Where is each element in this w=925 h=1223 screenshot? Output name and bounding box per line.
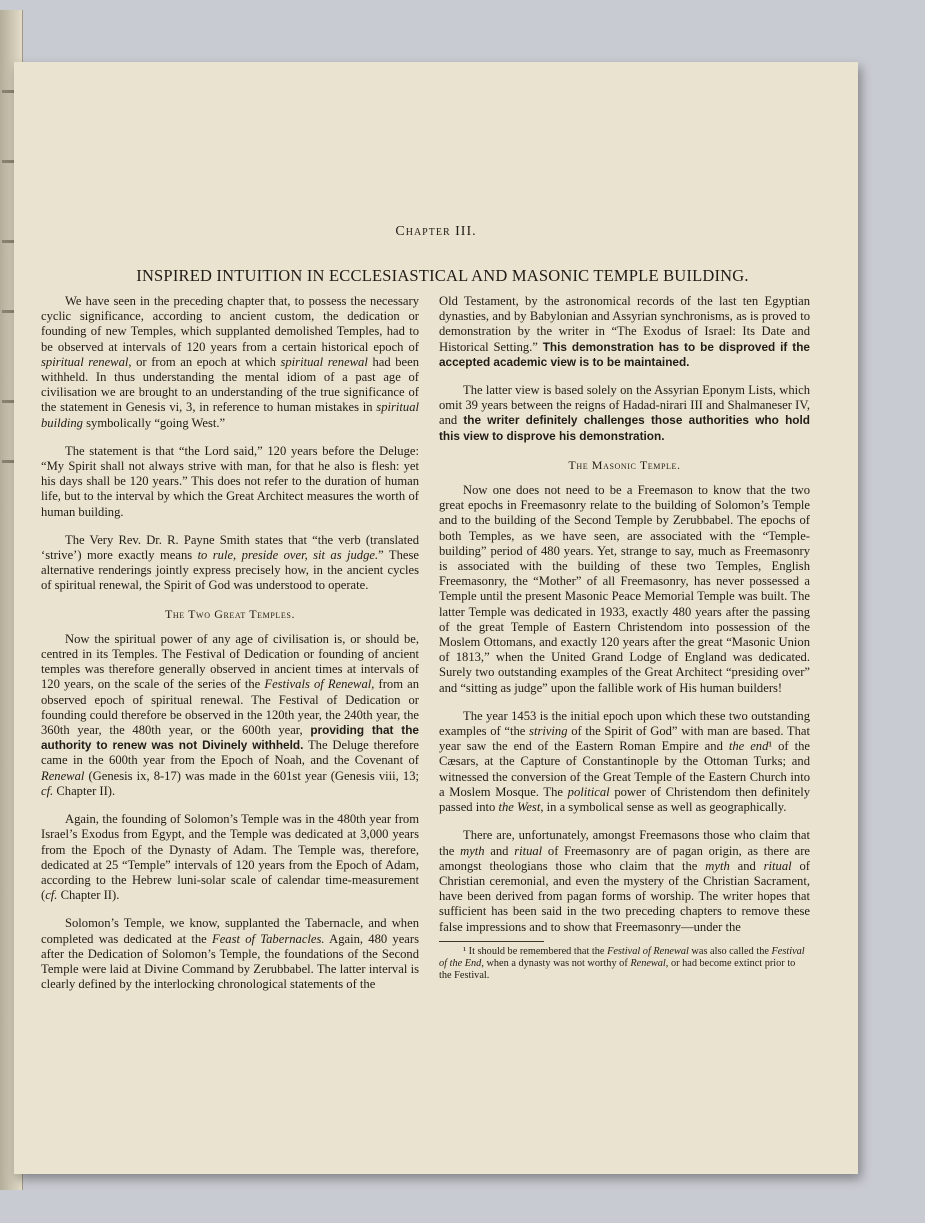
left-column — [41, 294, 419, 1005]
text-run: (Genesis ix, 8-17) was made in the 601st year (Genesis viii, 13; — [84, 768, 419, 783]
text-run: the end — [728, 739, 769, 754]
text-run: The statement is that “the Lord said,” 120 years before the Deluge: “My Spirit shall not always strive with man, for that he also is flesh: yet his days shall be 120 years.” This does not refer to the duration of human life, but to the interval by which the Great Architect measures the worth of human building. — [41, 443, 419, 519]
text-run: Solomon’s Temple, we know, supplanted the Tabernacle, and when completed was dedicated at the — [41, 916, 419, 946]
text-run: Festival of the End — [439, 945, 805, 969]
text-run: This demonstration has to be disproved if the accepted academic view is to be maintained. — [439, 339, 810, 369]
paragraph — [439, 709, 810, 815]
text-run: Again, 480 years after the Dedication of Solomon’s Temple, the foundations of the Second Temple were laid at Divine Command by Zerubbabel. The latter interval is clearly defined by the interlocking chronological statements of the — [41, 931, 419, 992]
text-run: Festivals of Renewal — [264, 677, 372, 692]
text-run: , when a dynasty was not worthy of — [481, 957, 631, 969]
text-run: Old Testament, by the astronomical records of the last ten Egyptian dynasties, and by Babylonian and Assyrian synchronisms, as is proved to demonstration by the writer in “The Exodus of Israel: Its Date and Historical Setting.” — [439, 294, 810, 354]
text-run: was also called the — [688, 945, 772, 957]
text-run: spiritual renewal — [41, 354, 129, 369]
text-run: Chapter II). — [53, 783, 116, 798]
text-run: myth — [460, 843, 485, 858]
text-run: Now one does not need to be a Freemason to know that the two great epochs in Freemasonry relate to the building of Solomon’s Temple and to the building of the Second Temple by Zerubbabel. The epochs of both Temples, as we have seen, are associated with the “Temple-building” period of 480 years. Yet, strange to say, much as Freemasonry is associated with the building of these two Temples, English Freemasonry, the “Mother” of all Freemasonry, has never possessed a Temple until the present Masonic Peace Memorial Temple was built. The latter Temple was dedicated in 1933, exactly 480 years after the passing of the great Temple of Eastern Christendom into possession of the Moslem Ottomans, and exactly 120 years after the great “Masonic Union of 1813,” when the United Grand Lodge of England was dedicated. Surely two outstanding examples of the Great Architect “presiding over” and “sitting as judge” upon the fallible work of His human builders! — [439, 483, 810, 695]
text-run: symbolically “going West.” — [82, 415, 226, 430]
footnote-divider — [439, 941, 544, 942]
text-run: The Deluge therefore came in the 600th year from the Epoch of Noah, and the Covenant of — [41, 738, 420, 768]
text-run: of Christian ceremonial, and even the mystery of the Christian Sacrament, have been derived from pagan forms of worship. The writer hopes that sufficient has been said in the two preceding chapters to remove these false impressions and to show that Freemasonry—under the — [439, 858, 811, 934]
text-run: political — [567, 784, 610, 799]
text-run: The year 1453 is the initial epoch upon which these two outstanding examples of “the — [439, 708, 810, 739]
paragraph — [41, 632, 419, 799]
text-run: cf. — [41, 783, 54, 798]
text-run: , or from an epoch at which — [128, 354, 281, 369]
text-run: The latter view is based solely on the Assyrian Eponym Lists, which omit 39 years between the reigns of Hadad-nirari III and Shalmaneser IV, and — [439, 383, 810, 428]
text-run: myth — [705, 858, 730, 873]
text-run: spiritual renewal — [280, 354, 368, 369]
text-run: Chapter II). — [57, 888, 120, 903]
paragraph — [41, 812, 419, 903]
text-run: the West — [498, 800, 541, 815]
text-run: of the Spirit of God” with man are based. That year saw the end of the Eastern Roman Empire and — [439, 724, 810, 754]
text-run: The Very Rev. Dr. R. Payne Smith states that “the verb (translated ‘strive’) more exactly means — [41, 532, 419, 563]
text-run: ” These alternative renderings jointly express precisely how, in the ancient cycles of spiritual renewal, the Spirit of God was understood to operate. — [41, 548, 419, 593]
chapter-label: Chapter III. — [395, 224, 477, 239]
paragraph — [439, 383, 810, 444]
text-run: the writer definitely challenges those authorities who hold this view to disprove his demonstration. — [439, 413, 810, 443]
text-run: Now the spiritual power of any age of civilisation is, or should be, centred in its Temples. The Festival of Dedication or founding of ancient temples was therefore generally observed in ancient times at intervals of 120 years, on the scale of the series of the — [41, 631, 419, 692]
text-run: had been withheld. In thus understanding the mental idiom of a past age of civilisation we are brought to an understanding of the true significance of the statement in Genesis vi, 3, in reference to human mistakes in — [41, 354, 419, 415]
paragraph — [41, 294, 419, 431]
paragraph — [41, 916, 419, 992]
paragraph — [439, 828, 810, 934]
right-column — [439, 294, 810, 995]
text-run: cf. — [45, 888, 58, 903]
text-run: of Freemasonry are of pagan origin, as there are amongst theologians those who claim that the — [439, 843, 810, 873]
text-run: power of Christendom then definitely passed into — [439, 784, 810, 815]
footnote — [439, 946, 810, 982]
text-run: to rule, preside over, sit as judge. — [197, 548, 379, 563]
paragraph — [439, 483, 810, 696]
book-page — [14, 62, 858, 1174]
text-run: ritual — [763, 858, 792, 873]
text-run: Festival of Renewal — [607, 945, 689, 957]
text-run: There are, unfortunately, amongst Freemasons those who claim that the — [439, 828, 810, 858]
text-run: Renewal — [41, 768, 85, 783]
text-run: ritual — [514, 843, 543, 858]
text-run: and — [729, 858, 764, 873]
paragraph — [439, 294, 810, 370]
chapter-title: INSPIRED INTUITION IN ECCLESIASTICAL AND MASONIC TEMPLE BUILDING. — [136, 266, 749, 285]
text-run: Again, the founding of Solomon’s Temple was in the 480th year from Israel’s Exodus from Egypt, and the Temple was dedicated at 3,000 years from the Epoch of the Dynasty of Adam. The Temple was, therefore, dedicated at 25 “Temple” intervals of 120 years from the Epoch of Adam, according to the Hebrew luni-solar scale of calendar time-measurement ( — [41, 812, 419, 903]
text-run: spiritual building — [41, 400, 419, 430]
section-heading: The Masonic Temple. — [568, 457, 681, 472]
text-run: We have seen in the preceding chapter that, to possess the necessary cyclic significance, according to ancient custom, the dedication or founding of new Temples, which supplanted demolished Temples, had to be observed at intervals of 120 years from a certain historical epoch of — [41, 294, 419, 354]
text-run: providing that the authority to renew was not Divinely withheld. — [41, 723, 419, 753]
text-run: Feast of Tabernacles. — [212, 931, 325, 946]
text-run: Renewal — [630, 957, 666, 969]
text-run: ¹ of the Cæsars, at the Capture of Constantinople by the Ottoman Turks; and witnessed the conversion of the Great Temple of the Eastern Church into a Moslem Mosque. The — [439, 739, 810, 799]
section-heading: The Two Great Temples. — [164, 606, 296, 621]
text-run: , in a symbolical sense as well as geographically. — [540, 800, 787, 815]
text-run: ¹ It should be remembered that the — [463, 945, 608, 957]
text-run: striving — [529, 724, 568, 739]
text-run: , from an observed epoch of spiritual renewal. The Festival of Dedication or founding could therefore be observed in the 120th year, the 240th year, the 360th year, the 480th year, or the 600th year, — [41, 677, 420, 738]
text-run: , or had become extinct prior to the Festival. — [439, 957, 796, 981]
paragraph — [41, 533, 419, 594]
paragraph — [41, 444, 419, 520]
text-run: and — [484, 843, 515, 858]
